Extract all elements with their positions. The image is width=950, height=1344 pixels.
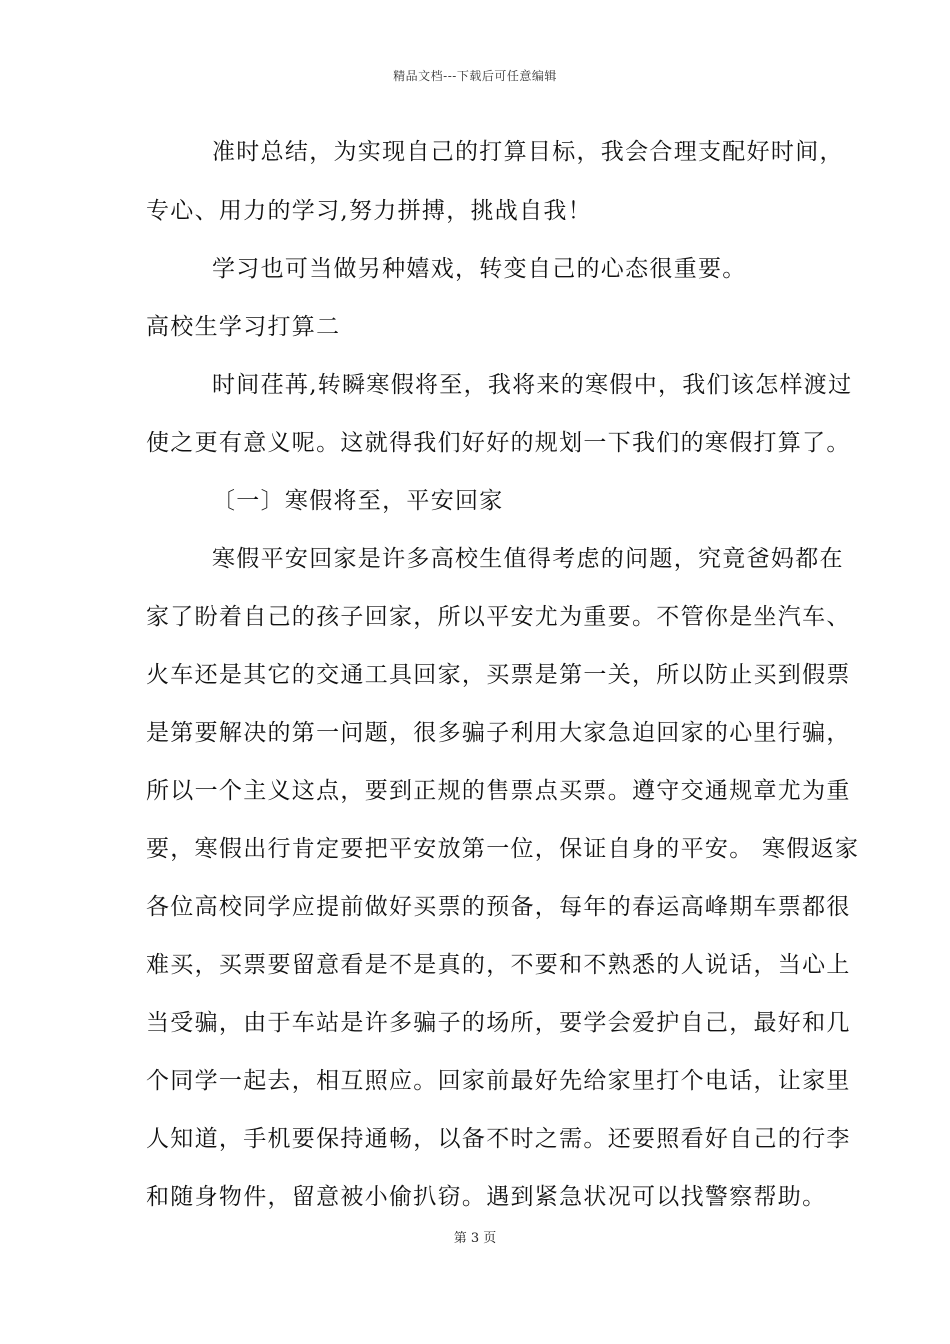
paragraph-line: 个同学一起去，相互照应。回家前最好先给家里打个电话，让家里 (146, 1068, 851, 1094)
section-heading: 高校生学习打算二 (146, 314, 341, 340)
paragraph-line: 时间荏苒,转瞬寒假将至，我将来的寒假中，我们该怎样渡过 (212, 372, 853, 398)
paragraph-line: 专心、用力的学习,努力拼搏，挑战自我！ (146, 198, 593, 224)
subsection-heading: 〔一〕寒假将至，平安回家 (212, 488, 504, 514)
paragraph-line: 火车还是其它的交通工具回家，买票是第一关，所以防止买到假票 (146, 662, 851, 688)
paragraph-line: 寒假平安回家是许多高校生值得考虑的问题，究竟爸妈都在 (212, 546, 844, 572)
paragraph-line: 使之更有意义呢。这就得我们好好的规划一下我们的寒假打算了。 (146, 430, 851, 456)
paragraph-line: 准时总结，为实现自己的打算目标，我会合理支配好时间， (212, 139, 844, 165)
paragraph-line: 所以一个主义这点，要到正规的售票点买票。遵守交通规章尤为重 (146, 778, 851, 804)
paragraph-line: 难买，买票要留意看是不是真的，不要和不熟悉的人说话，当心上 (146, 952, 851, 978)
paragraph-line: 人知道，手机要保持通畅，以备不时之需。还要照看好自己的行李 (146, 1126, 851, 1152)
paragraph-line: 是第要解决的第一问题，很多骗子利用大家急迫回家的心里行骗， (146, 720, 851, 746)
paragraph-line: 学习也可当做另种嬉戏，转变自己的心态很重要。 (212, 256, 747, 282)
page-header: 精品文档---下载后可任意编辑 (393, 69, 557, 83)
paragraph-line: 要，寒假出行肯定要把平安放第一位，保证自身的平安。 寒假返家 (146, 836, 860, 862)
paragraph-line: 各位高校同学应提前做好买票的预备，每年的春运高峰期车票都很 (146, 894, 851, 920)
paragraph-line: 和随身物件，留意被小偷扒窃。遇到紧急状况可以找警察帮助。 (146, 1184, 827, 1210)
paragraph-line: 家了盼着自己的孩子回家，所以平安尤为重要。不管你是坐汽车、 (146, 604, 851, 630)
paragraph-line: 当受骗，由于车站是许多骗子的场所，要学会爱护自己，最好和几 (146, 1010, 851, 1036)
page-number: 第 3 页 (453, 1231, 497, 1246)
